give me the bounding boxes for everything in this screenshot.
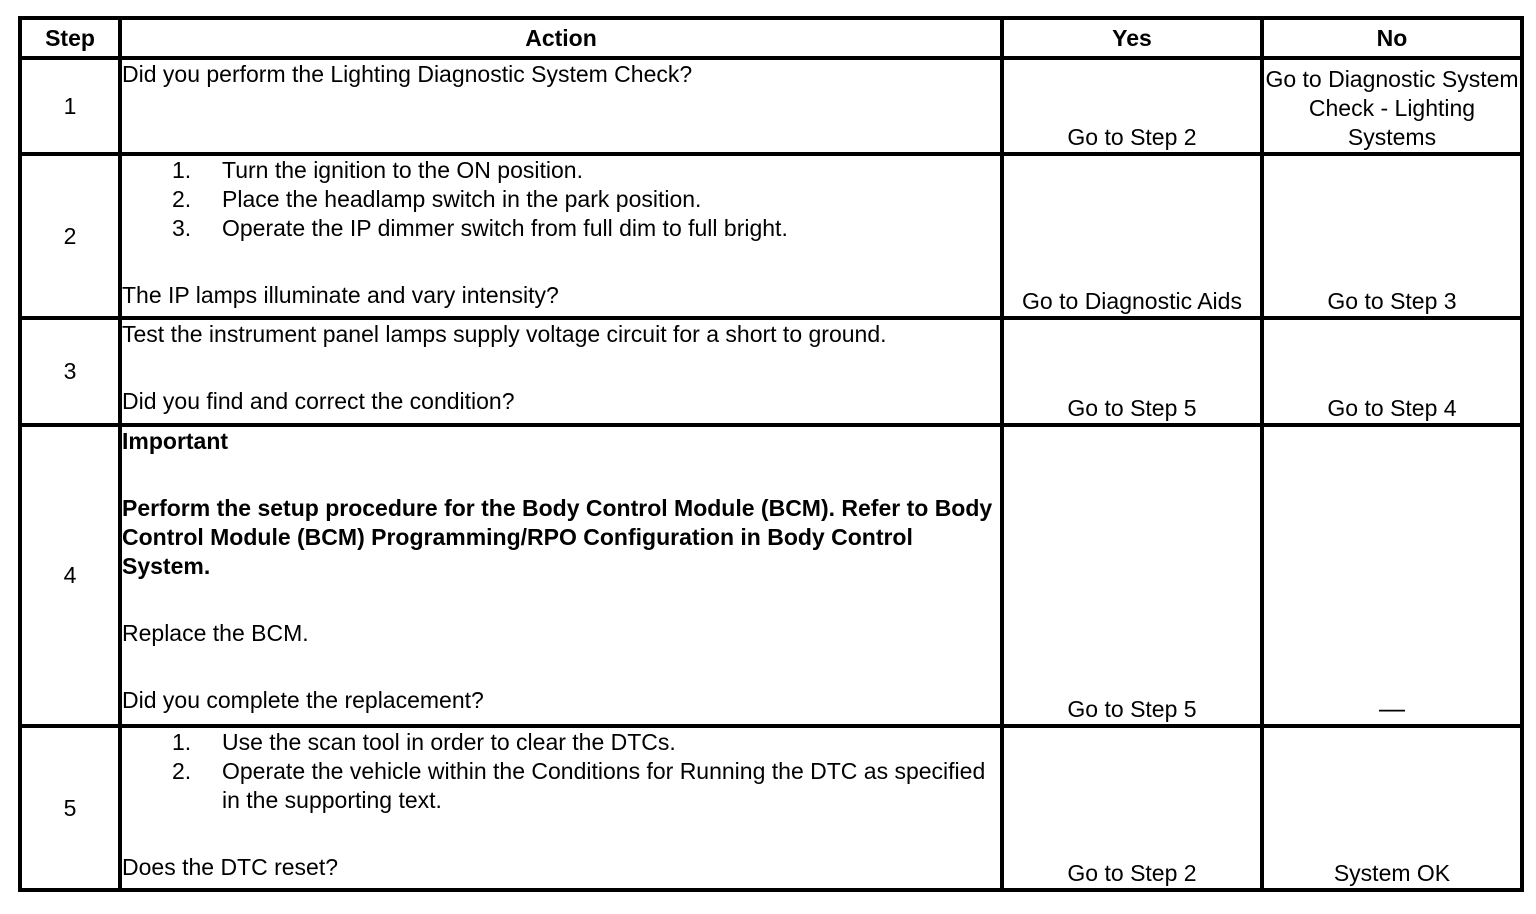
list-number: 1. <box>172 157 192 183</box>
list-item <box>122 214 1000 243</box>
header-step: Step <box>20 18 120 58</box>
action-text: Did you perform the Lighting Diagnostic System Check? <box>122 61 693 87</box>
action-cell <box>120 318 1002 425</box>
table-row <box>20 425 1522 726</box>
header-yes: Yes <box>1002 18 1262 58</box>
step-number: 4 <box>20 425 120 726</box>
yes-cell: Go to Diagnostic Aids <box>1002 154 1262 318</box>
step-number: 1 <box>20 58 120 154</box>
list-item-text: Use the scan tool in order to clear the DTCs. <box>222 729 676 755</box>
list-item-text: Turn the ignition to the ON position. <box>222 157 583 183</box>
action-question: Does the DTC reset? <box>122 854 339 880</box>
action-question: Did you find and correct the condition? <box>122 388 515 414</box>
action-cell <box>120 154 1002 318</box>
yes-cell: Go to Step 5 <box>1002 318 1262 425</box>
list-number: 2. <box>172 186 192 212</box>
step-number: 3 <box>20 318 120 425</box>
no-cell: System OK <box>1262 726 1522 890</box>
important-note: Perform the setup procedure for the Body Control Module (BCM). Refer to Body Control Module (BCM) Programming/RPO Configuration in Body Control System. <box>122 495 993 579</box>
table-row <box>20 58 1522 154</box>
table-row <box>20 154 1522 318</box>
no-action-dash: — <box>1379 693 1405 723</box>
list-item <box>122 728 1000 757</box>
header-no: No <box>1262 18 1522 58</box>
step-number: 2 <box>20 154 120 318</box>
header-row <box>20 18 1522 58</box>
action-text: Replace the BCM. <box>122 620 309 646</box>
yes-cell: Go to Step 2 <box>1002 58 1262 154</box>
table-row <box>20 318 1522 425</box>
action-question: Did you complete the replacement? <box>122 687 484 713</box>
action-text: Test the instrument panel lamps supply voltage circuit for a short to ground. <box>122 321 887 347</box>
list-item-text: Place the headlamp switch in the park position. <box>222 186 702 212</box>
action-question: The IP lamps illuminate and vary intensity? <box>122 282 559 308</box>
list-item <box>122 185 1000 214</box>
list-number: 2. <box>172 758 192 784</box>
list-number: 1. <box>172 729 192 755</box>
action-cell <box>120 58 1002 154</box>
no-cell: Go to Step 4 <box>1262 318 1522 425</box>
action-cell <box>120 726 1002 890</box>
list-item-text: Operate the IP dimmer switch from full dim to full bright. <box>222 215 788 241</box>
table-row <box>20 726 1522 890</box>
no-cell: Go to Diagnostic System Check - Lighting Systems <box>1262 58 1522 154</box>
yes-cell: Go to Step 2 <box>1002 726 1262 890</box>
list-item-text: Operate the vehicle within the Conditions for Running the DTC as specified in the supporting text. <box>222 758 986 813</box>
no-cell: Go to Step 3 <box>1262 154 1522 318</box>
procedure-list <box>122 728 1000 815</box>
action-cell <box>120 425 1002 726</box>
list-item <box>122 757 1000 815</box>
no-cell <box>1262 425 1522 726</box>
list-item <box>122 156 1000 185</box>
header-action: Action <box>120 18 1002 58</box>
diagnostic-table <box>18 16 1524 892</box>
procedure-list <box>122 156 1000 243</box>
yes-cell: Go to Step 5 <box>1002 425 1262 726</box>
important-label: Important <box>122 428 229 454</box>
list-number: 3. <box>172 215 192 241</box>
step-number: 5 <box>20 726 120 890</box>
